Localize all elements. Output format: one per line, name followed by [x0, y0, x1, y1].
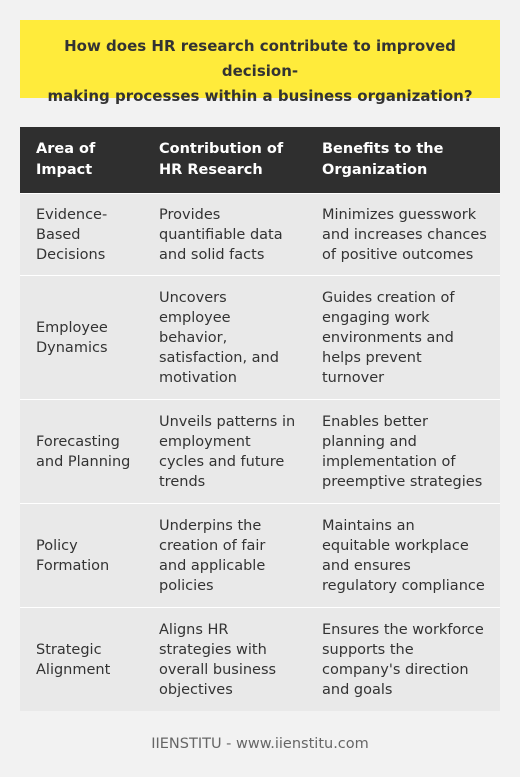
header-contribution — [143, 127, 306, 194]
cell-contribution — [143, 400, 306, 504]
cell-contribution — [143, 276, 306, 400]
cell-line: Forecasting — [36, 433, 120, 450]
cell-line: motivation — [159, 369, 237, 386]
cell-line: and increases chances — [322, 226, 487, 243]
cell-line: Provides — [159, 206, 221, 223]
cell-line: environments and — [322, 329, 454, 346]
table-row — [20, 504, 500, 608]
cell-line: Maintains an — [322, 517, 415, 534]
footer-credit: IIENSTITU - www.iienstitu.com — [151, 736, 369, 752]
cell-line: Underpins the — [159, 517, 262, 534]
cell-line: of positive outcomes — [322, 246, 474, 263]
cell-line: creation of fair — [159, 537, 266, 554]
hr-research-table — [20, 127, 500, 711]
cell-line: Uncovers — [159, 289, 227, 306]
cell-area — [20, 276, 143, 400]
cell-line: strategies with — [159, 641, 267, 658]
table-row — [20, 608, 500, 712]
cell-line: Ensures the workforce — [322, 621, 484, 638]
header-line: Contribution of — [159, 141, 284, 157]
cell-line: Minimizes guesswork — [322, 206, 477, 223]
cell-line: Alignment — [36, 661, 111, 678]
cell-line: policies — [159, 577, 214, 594]
cell-line: and applicable — [159, 557, 266, 574]
cell-line: turnover — [322, 369, 385, 386]
cell-line: cycles and future — [159, 453, 285, 470]
cell-line: satisfaction, and — [159, 349, 279, 366]
cell-line: Based — [36, 226, 81, 243]
cell-line: quantifiable data — [159, 226, 283, 243]
cell-line: and ensures — [322, 557, 411, 574]
cell-line: Strategic — [36, 641, 102, 658]
cell-line: trends — [159, 473, 206, 490]
cell-area — [20, 504, 143, 608]
table-header-row — [20, 127, 500, 194]
cell-line: Formation — [36, 557, 110, 574]
cell-line: objectives — [159, 681, 233, 698]
cell-line: Aligns HR — [159, 621, 229, 638]
table-row — [20, 276, 500, 400]
cell-benefits — [306, 504, 500, 608]
cell-line: employee — [159, 309, 231, 326]
cell-area — [20, 608, 143, 712]
question-line-1: How does HR research contribute to improved decision- — [64, 37, 456, 80]
cell-line: Policy — [36, 537, 78, 554]
cell-area — [20, 400, 143, 504]
cell-line: Dynamics — [36, 339, 108, 356]
cell-line: engaging work — [322, 309, 430, 326]
cell-line: preemptive strategies — [322, 473, 483, 490]
cell-line: behavior, — [159, 329, 228, 346]
cell-line: and Planning — [36, 453, 131, 470]
cell-line: regulatory compliance — [322, 577, 485, 594]
cell-line: Enables better — [322, 413, 428, 430]
cell-contribution — [143, 608, 306, 712]
cell-benefits — [306, 276, 500, 400]
header-area-of-impact — [20, 127, 143, 194]
cell-line: implementation of — [322, 453, 456, 470]
cell-benefits — [306, 608, 500, 712]
cell-line: overall business — [159, 661, 277, 678]
header-line: Organization — [322, 162, 428, 178]
header-benefits — [306, 127, 500, 194]
table-row — [20, 400, 500, 504]
cell-contribution — [143, 504, 306, 608]
cell-line: Employee — [36, 319, 108, 336]
cell-area — [20, 194, 143, 276]
cell-line: and solid facts — [159, 246, 265, 263]
cell-line: Evidence- — [36, 206, 108, 223]
cell-line: employment — [159, 433, 251, 450]
cell-contribution — [143, 194, 306, 276]
cell-line: equitable workplace — [322, 537, 469, 554]
question-line-2: making processes within a business organization? — [47, 87, 473, 105]
cell-benefits — [306, 194, 500, 276]
header-line: Area of — [36, 141, 96, 157]
cell-line: planning and — [322, 433, 417, 450]
table-row — [20, 194, 500, 276]
header-line: HR Research — [159, 162, 263, 178]
cell-line: Unveils patterns in — [159, 413, 296, 430]
cell-line: supports the — [322, 641, 414, 658]
question-box — [20, 20, 500, 105]
header-line: Impact — [36, 162, 93, 178]
cell-line: company's direction — [322, 661, 469, 678]
cell-line: Guides creation of — [322, 289, 455, 306]
header-line: Benefits to the — [322, 141, 444, 157]
cell-line: and goals — [322, 681, 393, 698]
cell-line: Decisions — [36, 246, 106, 263]
cell-line: helps prevent — [322, 349, 422, 366]
cell-benefits — [306, 400, 500, 504]
